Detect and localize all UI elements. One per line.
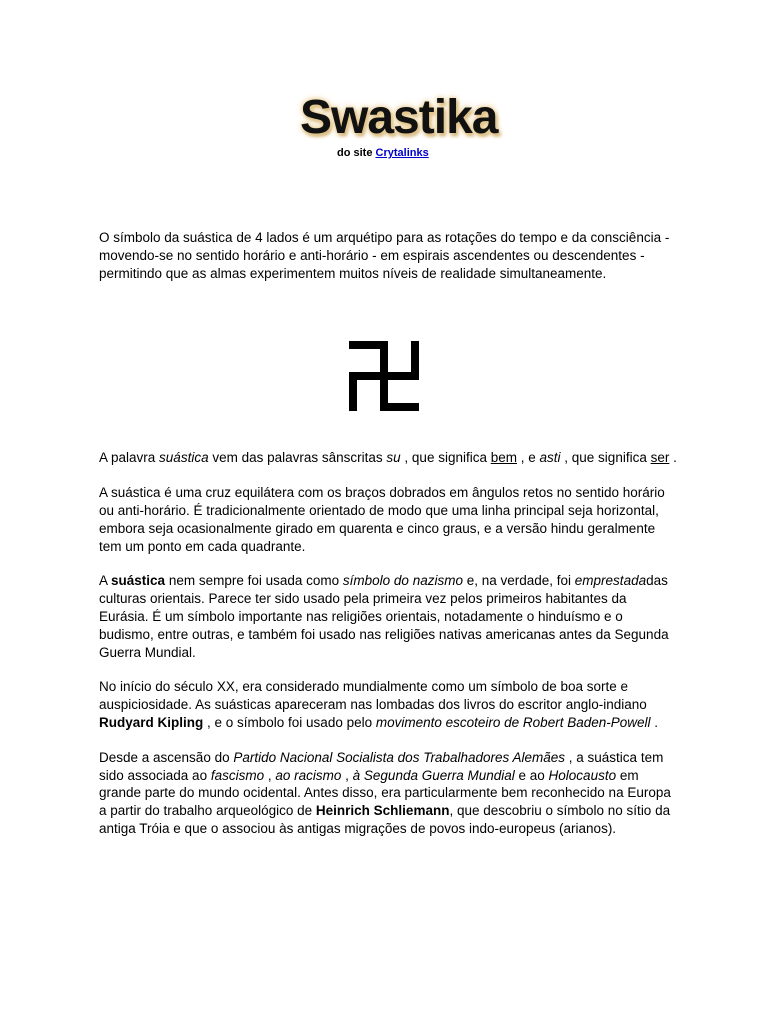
history-paragraph: A suástica nem sempre foi usada como símbolo do nazismo e, na verdade, foi emprestadadas culturas orientais. Parece ter sido usado pela primeira vez pelos primeiros habitantes da Eurásia. É um símbolo importante nas religiões orientais, notadamente o hinduísmo e o budismo, entre outras, e também foi usado nas religiões nativas americanas antes da Segunda Guerra Mundial. bbox=[99, 573, 669, 660]
etymology-paragraph: A palavra suástica vem das palavras sânscritas su , que significa bem , e asti , que significa ser . bbox=[99, 450, 677, 466]
swastika-symbol-icon bbox=[349, 341, 419, 411]
source-prefix: do site bbox=[337, 147, 373, 159]
source-link[interactable]: Crytalinks bbox=[375, 147, 429, 159]
article-body bbox=[99, 229, 679, 855]
twentieth-century-paragraph: No início do século XX, era considerado mundialmente como um símbolo de boa sorte e auspiciosidade. As suásticas apareceram nas lombadas dos livros do escritor anglo-indiano Rudyard Kipling , e o símbolo foi usado pelo movimento escoteiro de Robert Baden-Powell . bbox=[99, 679, 659, 730]
source-line bbox=[337, 147, 429, 159]
description-paragraph: A suástica é uma cruz equilátera com os braços dobrados em ângulos retos no sentido horário ou anti-horário. É tradicionalmente orientado de modo que uma linha principal seja horizontal, embora seja ocasionalmente girado em quarenta e cinco graus, e a versão hindu geralmente tem um ponto em cada quadrante. bbox=[99, 485, 665, 554]
symbol-area bbox=[99, 299, 679, 449]
nazi-association-paragraph: Desde a ascensão do Partido Nacional Socialista dos Trabalhadores Alemães , a suástica tem sido associada ao fascismo , ao racismo , à Segunda Guerra Mundial e ao Holocausto em grande parte do mundo ocidental. Antes disso, era particularmente bem reconhecido na Europa a partir do trabalho arqueológico de Heinrich Schliemann, que descobriu o símbolo no sítio da antiga Tróia e que o associou às antigas migrações de povos indo-europeus (arianos). bbox=[99, 749, 671, 836]
logo bbox=[300, 88, 498, 148]
logo-title: Swastika bbox=[300, 91, 498, 144]
intro-paragraph: O símbolo da suástica de 4 lados é um arquétipo para as rotações do tempo e da consciência - movendo-se no sentido horário e anti-horário - em espirais ascendentes ou descendentes - permitindo que as almas experimentem muitos níveis de realidade simultaneamente. bbox=[99, 230, 670, 281]
